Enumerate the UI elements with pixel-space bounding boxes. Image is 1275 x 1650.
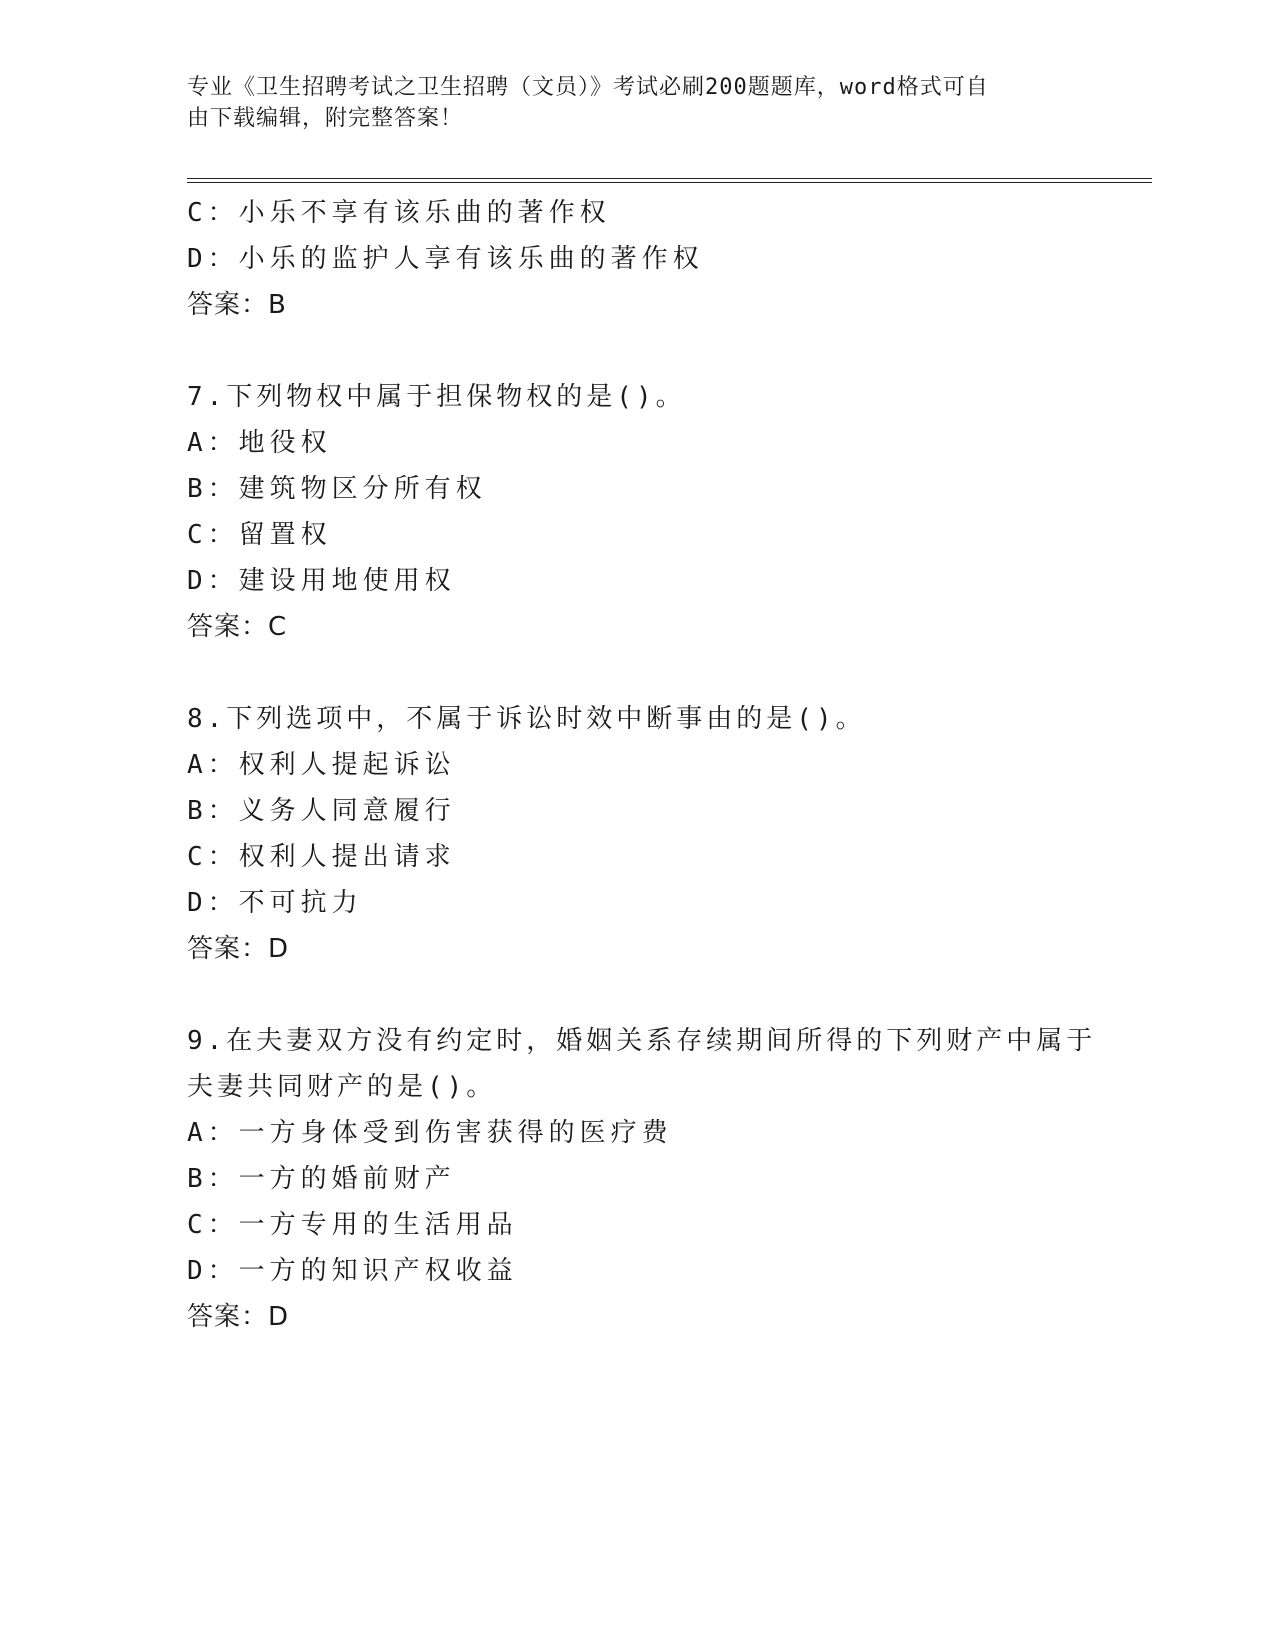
- option-a: A：地役权: [187, 428, 332, 458]
- header-divider-top: [187, 178, 1152, 179]
- question-list: [187, 190, 1097, 1340]
- spacer: [187, 650, 1087, 696]
- document-header: [187, 72, 1067, 134]
- option-b: B：一方的婚前财产: [187, 1164, 456, 1194]
- option-d: D：一方的知识产权收益: [187, 1256, 518, 1286]
- option-c: C：小乐不享有该乐曲的著作权: [187, 198, 611, 228]
- option-d: D：小乐的监护人享有该乐曲的著作权: [187, 244, 704, 274]
- option-b: B：义务人同意履行: [187, 796, 456, 826]
- option-c: C：一方专用的生活用品: [187, 1210, 518, 1240]
- answer-line: 答案：B: [187, 290, 287, 320]
- spacer: [187, 972, 1087, 1018]
- option-c: C：留置权: [187, 520, 332, 550]
- header-divider-bottom: [187, 182, 1152, 183]
- question-7: [187, 374, 1087, 650]
- answer-line: 答案：C: [187, 612, 288, 642]
- question-9: [187, 1018, 1097, 1340]
- answer-line: 答案：D: [187, 934, 290, 964]
- question-stem: 7.下列物权中属于担保物权的是()。: [187, 382, 686, 412]
- option-d: D：不可抗力: [187, 888, 363, 918]
- answer-line: 答案：D: [187, 1302, 290, 1332]
- header-line-1: 专业《卫生招聘考试之卫生招聘（文员）》考试必刷200题题库，word格式可自: [187, 75, 989, 100]
- question-stem-line-1: 9.在夫妻双方没有约定时，婚姻关系存续期间所得的下列财产中属于: [187, 1026, 1097, 1056]
- option-b: B：建筑物区分所有权: [187, 474, 487, 504]
- question-stem-line-2: 夫妻共同财产的是()。: [187, 1072, 497, 1102]
- question-6-tail: [187, 190, 1087, 328]
- option-d: D：建设用地使用权: [187, 566, 456, 596]
- header-line-2: 由下载编辑，附完整答案！: [187, 106, 464, 131]
- option-a: A：权利人提起诉讼: [187, 750, 456, 780]
- option-c: C：权利人提出请求: [187, 842, 456, 872]
- question-stem: 8.下列选项中，不属于诉讼时效中断事由的是()。: [187, 704, 866, 734]
- option-a: A：一方身体受到伤害获得的医疗费: [187, 1118, 673, 1148]
- question-8: [187, 696, 1087, 972]
- spacer: [187, 328, 1087, 374]
